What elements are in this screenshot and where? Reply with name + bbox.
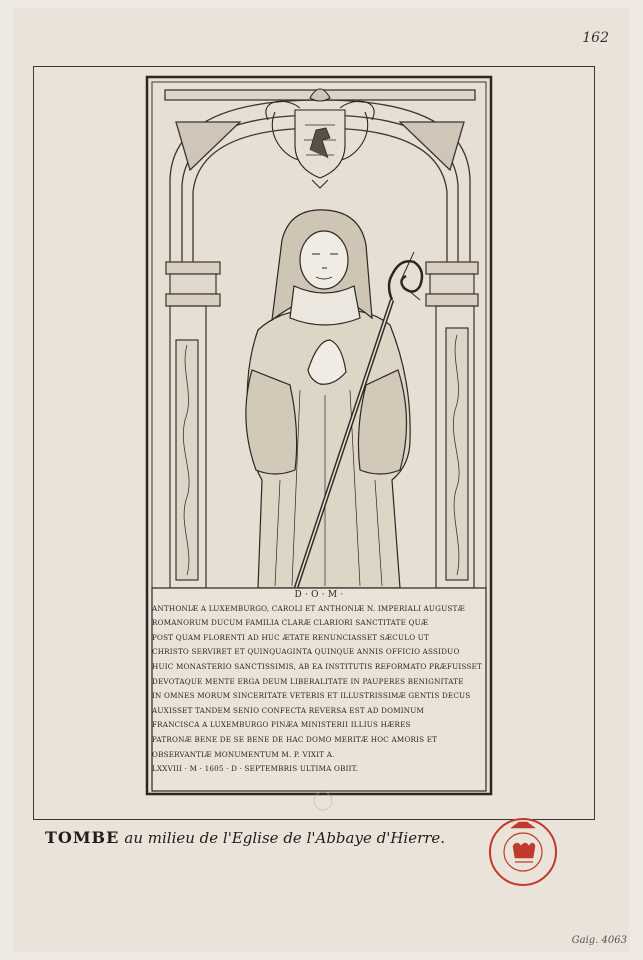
inscription-line: HUIC MONASTERIO SANCTISSIMIS, AB EA INSTITUTIS REFORMATO PRÆFUISSET (152, 661, 483, 671)
library-stamp (490, 819, 556, 885)
epitaph-inscription (152, 588, 486, 791)
inscription-line: OBSERVANTIÆ MONUMENTUM M. P. VIXIT A. (152, 749, 335, 759)
inscription-line: IN OMNES MORUM SINCERITATE VETERIS ET ILLUSTRISSIMÆ GENTIS DECUS (152, 691, 471, 701)
inscription-line: LXXVIII · M · 1605 · D · SEPTEMBRIS ULTIMA OBIIT. (152, 764, 359, 774)
inscription-line: POST QUAM FLORENTI AD HUC ÆTATE RENUNCIASSET SÆCULO UT (152, 632, 430, 642)
inscription-line: AUXISSET TANDEM SENIO CONFECTA REVERSA EST AD DOMINUM (152, 705, 425, 715)
caption-text: au milieu de l'Eglise de l'Abbaye d'Hierre. (124, 829, 446, 847)
inscription-line: CHRISTO SERVIRET ET QUINQUAGINTA QUINQUE ANNIS OFFICIO ASSIDUO (152, 647, 460, 657)
inscription-line: PATRONÆ BENE DE SE BENE DE HAC DOMO MERITÆ HOC AMORIS ET (152, 734, 438, 744)
inscription-line: ROMANORUM DUCUM FAMILIA CLARÆ CLARIORI SANCTITATE QUÆ (152, 618, 429, 628)
inscription-line: ANTHONIÆ A LUXEMBURGO, CAROLI ET ANTHONIÆ N. IMPERIALI AUGUSTÆ (152, 603, 465, 613)
inscription-heading: D · O · M · (294, 590, 344, 600)
drawing-caption (45, 828, 445, 847)
inscription-line: DEVOTAQUE MENTE ERGA DEUM LIBERALITATE IN PAUPERES BENIGNITATE (152, 676, 464, 686)
folio-number: 162 (582, 30, 609, 46)
shelfmark: Gaig. 4063 (571, 935, 627, 946)
inscription-line: FRANCISCA A LUXEMBURGO PINÆA MINISTERII ILLIUS HÆRES (152, 720, 411, 730)
caption-title: TOMBE (45, 828, 120, 847)
